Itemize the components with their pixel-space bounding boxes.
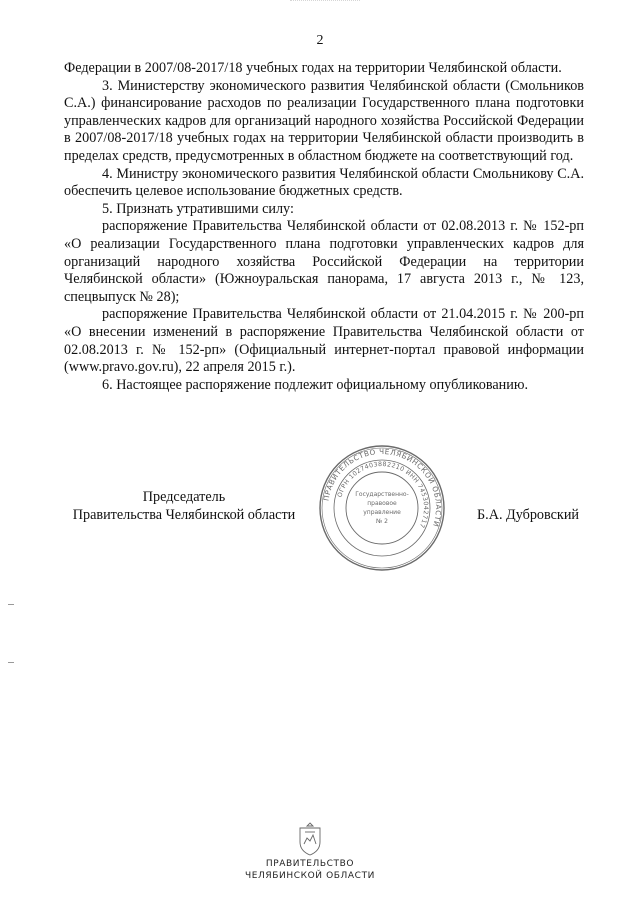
coat-of-arms-icon xyxy=(296,822,324,856)
seal-outer-text: ПРАВИТЕЛЬСТВО ЧЕЛЯБИНСКОЙ ОБЛАСТИ xyxy=(321,446,444,529)
issuer-line-1: ПРАВИТЕЛЬСТВО xyxy=(265,859,355,869)
signatory-title xyxy=(64,489,304,524)
paragraph-item-3: 3. Министерству экономического развития Челябинской области (Смольников С.А.) финансирование расходов по реализации Государственного плана подготовки управленческих кадров для организаций народного хозяйства Российской Федерации в 2007/08-2017/18 учебных годах на территории Челябинской области производить в пределах средств, предусмотренных в областном бюджете на соответствующий год. xyxy=(64,77,584,164)
paragraph-item-4: 4. Министру экономического развития Челябинской области Смольникову С.А. обеспечить целевое использование бюджетных средств. xyxy=(64,165,584,200)
issuer-letterhead xyxy=(0,858,620,882)
seal-center-line-2: правовое xyxy=(367,500,397,507)
seal-ring-text: ОГРН 1027403882210 ИНН 7453042717 xyxy=(336,460,430,530)
margin-scan-mark xyxy=(8,604,14,605)
signatory-title-line-1: Председатель xyxy=(142,489,226,505)
paragraph-item-5-second-order: распоряжение Правительства Челябинской области от 21.04.2015 г. № 200-рп «О внесении изменений в распоряжение Правительства Челябинской области от 02.08.2013 г. № 152-рп» (Официальный интернет-портал правовой информации (www.pravo.gov.ru), 22 апреля 2015 г.). xyxy=(64,306,584,376)
page-number: 2 xyxy=(316,33,324,48)
signatory-title-line-2: Правительства Челябинской области xyxy=(72,506,296,523)
paragraph-item-5-first-order: распоряжение Правительства Челябинской области от 02.08.2013 г. № 152-рп «О реализации Государственного плана подготовки управленческих кадров для организаций народного хозяйства Российской Федерации на территории Челябинской области» (Южноуральская панорама, 17 августа 2013 г., № 123, спецвыпуск № 28); xyxy=(64,218,584,305)
signatory-name: Б.А. Дубровский xyxy=(477,507,580,523)
seal-center-line-4: № 2 xyxy=(376,518,388,525)
seal-center-line-1: Государственно- xyxy=(355,491,409,498)
official-seal xyxy=(318,444,446,572)
issuer-line-2: ЧЕЛЯБИНСКОЙ ОБЛАСТИ xyxy=(245,871,375,881)
seal-center-line-3: управление xyxy=(363,509,401,516)
scan-artifact xyxy=(290,0,360,9)
document-body xyxy=(64,60,584,394)
paragraph-continuation: Федерации в 2007/08-2017/18 учебных годах на территории Челябинской области. xyxy=(64,60,562,76)
margin-scan-mark xyxy=(8,662,14,663)
paragraph-item-6: 6. Настоящее распоряжение подлежит официальному опубликованию. xyxy=(102,376,529,393)
paragraph-item-5: 5. Признать утратившими силу: xyxy=(102,200,294,217)
